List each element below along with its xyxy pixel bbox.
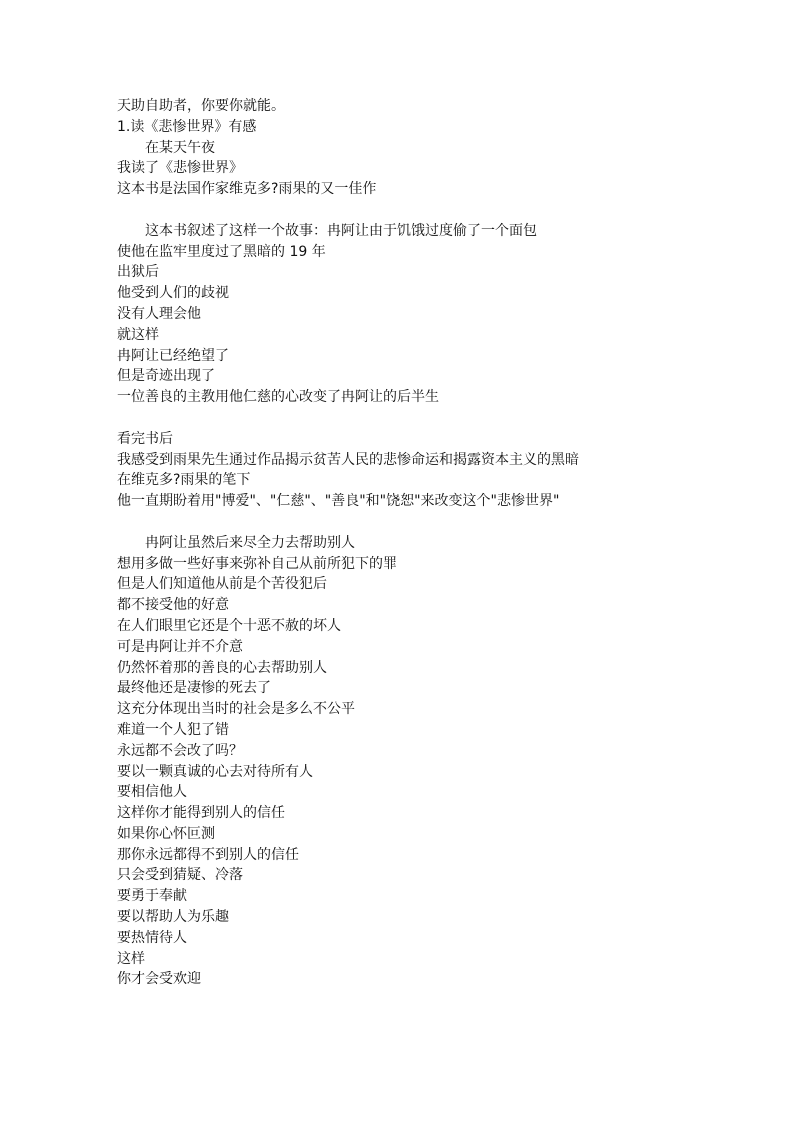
- text-line: 要相信他人: [117, 784, 187, 801]
- text-line: 都不接受他的好意: [117, 597, 229, 614]
- text-line: 这充分体现出当时的社会是多么不公平: [117, 701, 355, 718]
- text-line: 最终他还是凄惨的死去了: [117, 680, 271, 697]
- text-line: 这本书是法国作家维克多?雨果的又一佳作: [117, 181, 377, 198]
- text-line: 在维克多?雨果的笔下: [117, 472, 251, 489]
- text-line: 要以帮助人为乐趣: [117, 909, 229, 926]
- text-line: 使他在监牢里度过了黑暗的 19 年: [117, 243, 326, 260]
- text-line: 这本书叙述了这样一个故事：冉阿让由于饥饿过度偷了一个面包: [145, 222, 537, 239]
- text-line: 出狱后: [117, 264, 159, 281]
- text-line: 仍然怀着那的善良的心去帮助别人: [117, 659, 327, 676]
- text-line: 永远都不会改了吗？: [117, 742, 243, 759]
- text-line: 就这样: [117, 326, 159, 343]
- paragraph-gap: [117, 408, 777, 429]
- text-line: 这样你才能得到别人的信任: [117, 805, 285, 822]
- text-line: 要热情待人: [117, 929, 187, 946]
- text-line: 这样: [117, 950, 145, 967]
- text-line: 冉阿让虽然后来尽全力去帮助别人: [145, 534, 355, 551]
- text-line: 我读了《悲惨世界》: [117, 160, 243, 177]
- text-line: 他受到人们的歧视: [117, 285, 229, 302]
- text-line: 难道一个人犯了错: [117, 721, 229, 738]
- document-body: [117, 96, 777, 990]
- text-line: 可是冉阿让并不介意: [117, 638, 243, 655]
- paragraph-gap: [117, 200, 777, 221]
- text-line: 一位善良的主教用他仁慈的心改变了冉阿让的后半生: [117, 389, 439, 406]
- text-line: 在某天午夜: [145, 139, 215, 156]
- text-line: 但是人们知道他从前是个苦役犯后: [117, 576, 327, 593]
- text-line: 要勇于奉献: [117, 888, 187, 905]
- text-line: 要以一颗真诚的心去对待所有人: [117, 763, 313, 780]
- text-line: 只会受到猜疑、冷落: [117, 867, 243, 884]
- text-line: 但是奇迹出现了: [117, 368, 215, 385]
- text-line: 我感受到雨果先生通过作品揭示贫苦人民的悲惨命运和揭露资本主义的黑暗: [117, 451, 579, 468]
- text-line: 没有人理会他: [117, 305, 201, 322]
- motto-line: 天助自助者，你要你就能。: [117, 98, 285, 114]
- text-line: 在人们眼里它还是个十恶不赦的坏人: [117, 617, 341, 634]
- paragraph-gap: [117, 512, 777, 533]
- text-line: 想用多做一些好事来弥补自己从前所犯下的罪: [117, 555, 397, 572]
- text-line: 如果你心怀叵测: [117, 825, 215, 842]
- text-line: 你才会受欢迎: [117, 971, 201, 988]
- essay-title: 1.读《悲惨世界》有感: [117, 118, 257, 135]
- text-line: 看完书后: [117, 430, 173, 447]
- text-line: 那你永远都得不到别人的信任: [117, 846, 299, 863]
- text-line: 冉阿让已经绝望了: [117, 347, 229, 364]
- text-line: 他一直期盼着用"博爱"、"仁慈"、"善良"和"饶恕"来改变这个"悲惨世界": [117, 493, 560, 510]
